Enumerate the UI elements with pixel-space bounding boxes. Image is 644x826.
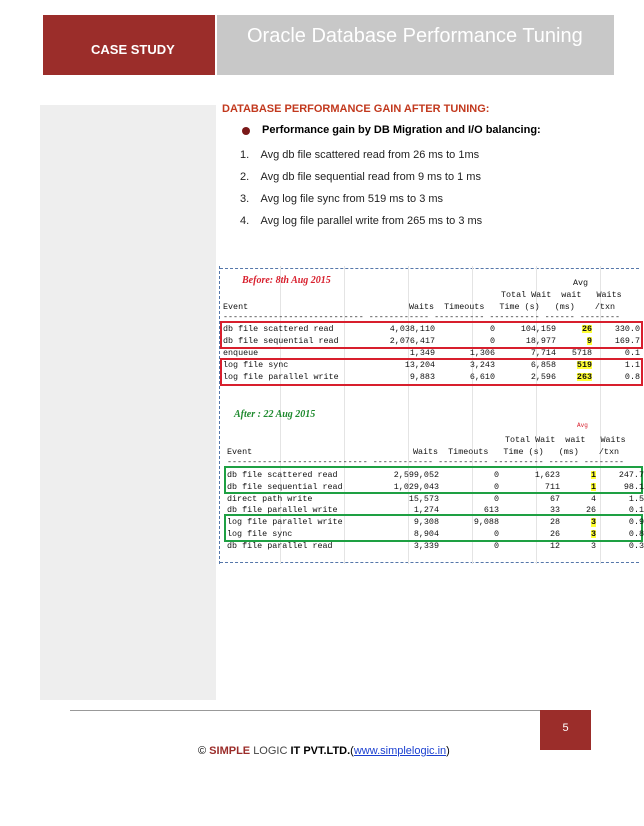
before-cell-txn: 169.7 [614, 336, 640, 346]
footer-divider [70, 710, 540, 711]
before-header-line1: Total Wait wait Waits [501, 290, 622, 300]
dashed-border-top [220, 268, 639, 269]
page-number-box [540, 710, 591, 750]
before-cell-ms: 519 [576, 360, 592, 370]
after-cell-timeouts: 613 [483, 505, 499, 516]
bullet-heading: Performance gain by DB Migration and I/O balancing: [262, 124, 541, 136]
before-cell-time: 6,858 [530, 360, 556, 370]
before-cell-event: log file sync [223, 360, 289, 370]
before-cell-timeouts: 0 [489, 336, 495, 346]
before-cell-event: db file sequential read [223, 336, 339, 346]
after-cell-txn: 247.7 [618, 470, 644, 480]
after-cell-waits: 8,904 [413, 529, 439, 539]
before-cell-ms: 263 [576, 372, 592, 382]
case-study-label: CASE STUDY [91, 42, 175, 57]
list-item-number: 3. [240, 193, 250, 205]
after-cell-timeouts: 0 [493, 540, 499, 551]
after-cell-timeouts: 9,088 [473, 517, 499, 528]
brand-simple: SIMPLE [209, 745, 251, 757]
before-cell-ms: 26 [581, 324, 592, 334]
after-cell-ms: 4 [590, 493, 596, 504]
before-cell-timeouts: 1,306 [469, 348, 495, 358]
after-cell-ms: 3 [590, 529, 596, 539]
before-cell-time: 104,159 [520, 324, 556, 334]
list-item [240, 149, 479, 161]
dashed-border-bottom [220, 562, 639, 563]
after-label: After : 22 Aug 2015 [234, 409, 316, 420]
after-cell-timeouts: 0 [493, 493, 499, 504]
before-header-line2: Event Waits Timeouts Time (s) (ms) /txn [223, 302, 616, 312]
after-cell-time: 1,623 [534, 470, 560, 480]
after-cell-time: 26 [549, 529, 560, 539]
after-cell-timeouts: 0 [493, 481, 499, 492]
list-item-number: 1. [240, 149, 250, 161]
after-avg-header: Avg [577, 422, 588, 429]
before-cell-timeouts: 0 [489, 324, 495, 334]
after-cell-time: 33 [549, 505, 560, 516]
after-cell-waits: 9,308 [413, 517, 439, 528]
after-cell-time: 711 [544, 481, 560, 492]
after-cell-time: 67 [549, 493, 560, 504]
before-cell-ms: 9 [586, 336, 592, 346]
list-item-text: Avg log file sync from 519 ms to 3 ms [260, 193, 444, 205]
list-item-text: Avg log file parallel write from 265 ms to 3 ms [260, 215, 483, 227]
after-cell-event: db file parallel write [227, 505, 338, 516]
before-cell-event: enqueue [223, 348, 259, 358]
header-title-block [217, 15, 614, 75]
before-cell-event: db file scattered read [223, 324, 334, 334]
after-cell-event: log file sync [227, 529, 293, 539]
before-cell-txn: 330.0 [614, 324, 640, 334]
before-cell-waits: 2,076,417 [389, 336, 435, 346]
before-cell-txn: 1.1 [624, 360, 640, 370]
page-number: 5 [562, 722, 569, 734]
after-cell-txn: 98.1 [623, 481, 644, 492]
header-case-study-block [43, 15, 215, 75]
list-item [240, 215, 482, 227]
before-cell-waits: 4,038,110 [389, 324, 435, 334]
after-cell-time: 12 [549, 540, 560, 551]
before-cell-waits: 1,349 [409, 348, 435, 358]
after-cell-waits: 15,573 [408, 493, 439, 504]
before-cell-waits: 13,204 [404, 360, 435, 370]
list-item [240, 171, 481, 183]
awr-screenshot [219, 266, 644, 564]
bullet-icon [242, 127, 250, 135]
after-cell-txn: 0.3 [628, 540, 644, 551]
after-cell-txn: 1.5 [628, 493, 644, 504]
paren-close: ) [446, 745, 450, 757]
before-cell-event: log file parallel write [223, 372, 339, 382]
after-cell-event: log file parallel write [227, 517, 343, 528]
after-cell-time: 28 [549, 517, 560, 528]
list-item [240, 193, 443, 205]
page-title: Oracle Database Performance Tuning [247, 25, 583, 47]
after-cell-waits: 3,339 [413, 540, 439, 551]
before-avg-header: Avg [573, 278, 589, 288]
brand-company: IT PVT.LTD. [290, 745, 351, 757]
footer-text [198, 745, 450, 757]
paren-open: ( [350, 745, 354, 757]
list-item-text: Avg db file sequential read from 9 ms to 1 ms [260, 171, 481, 183]
before-cell-ms: 5718 [571, 348, 592, 358]
before-cell-timeouts: 3,243 [469, 360, 495, 370]
after-cell-timeouts: 0 [493, 470, 499, 480]
brand-logic: LOGIC [253, 745, 288, 757]
after-cell-timeouts: 0 [493, 529, 499, 539]
list-item-text: Avg db file scattered read from 26 ms to 1ms [260, 149, 480, 161]
before-cell-txn: 0.1 [624, 348, 640, 358]
list-item-number: 4. [240, 215, 250, 227]
after-cell-event: db file scattered read [227, 470, 338, 480]
after-cell-event: direct path write [227, 493, 313, 504]
after-cell-ms: 1 [590, 470, 596, 480]
sidebar-panel [40, 105, 216, 700]
after-cell-ms: 26 [585, 505, 596, 516]
before-cell-time: 2,596 [530, 372, 556, 382]
before-cell-waits: 9,883 [409, 372, 435, 382]
after-cell-ms: 1 [590, 481, 596, 492]
before-cell-timeouts: 6,610 [469, 372, 495, 382]
after-header-rule: ---------------------------- ------------ ---------- ---------- ------ -------- [227, 457, 625, 467]
after-cell-event: db file sequential read [227, 481, 343, 492]
after-cell-ms: 3 [590, 540, 596, 551]
copyright-symbol: © [198, 745, 207, 757]
before-cell-time: 18,977 [525, 336, 556, 346]
before-label: Before: 8th Aug 2015 [242, 275, 331, 286]
after-header-line1: Total Wait wait Waits [505, 435, 626, 445]
website-link[interactable]: www.simplelogic.in [353, 745, 447, 757]
after-header-line2: Event Waits Timeouts Time (s) (ms) /txn [227, 447, 620, 457]
after-cell-waits: 1,274 [413, 505, 439, 516]
section-title: DATABASE PERFORMANCE GAIN AFTER TUNING: [222, 103, 490, 115]
after-cell-waits: 2,599,052 [393, 470, 439, 480]
before-header-rule: ---------------------------- ------------ ---------- ---------- ------ -------- [223, 312, 621, 322]
after-cell-txn: 0.9 [628, 517, 644, 528]
after-cell-txn: 0.8 [628, 529, 644, 539]
after-cell-ms: 3 [590, 517, 596, 528]
after-cell-txn: 0.1 [628, 505, 644, 516]
list-item-number: 2. [240, 171, 250, 183]
before-cell-time: 7,714 [530, 348, 556, 358]
after-cell-event: db file parallel read [227, 540, 333, 551]
after-cell-waits: 1,029,043 [393, 481, 439, 492]
before-cell-txn: 0.8 [624, 372, 640, 382]
